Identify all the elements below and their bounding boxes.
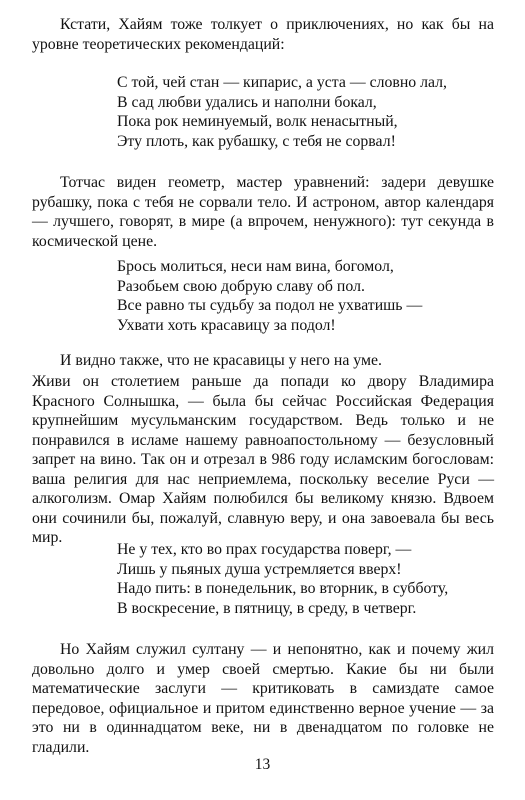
poem-line: Надо пить: в понедельник, во вторник, в субботу, (117, 580, 449, 597)
poem-line: Разобьем свою добрую славу об пол. (117, 277, 365, 295)
paragraph-sultan: Но Хайям служил султану — и непонятно, как и почему жил довольно долго и умер своей смертью. Какие бы ни были математические заслуги — критиковать в самиздате самое передовое, официальное и притом единственно верное учение — за это ни в одиннадцатом веке, ни в двенадцатом по головке не гладили. (32, 641, 494, 756)
poem-line: Эту плоть, как рубашку, с тебя не сорвал! (117, 132, 396, 150)
paragraph-vladimir: Живи он столетием раньше да попади ко двору Владимира Красного Солнышка, — была бы сейчас Российская Федерация крупнейшим мусульманским государством. Ведь только и не понравился в исламе нашему равноапостольному — безусловный запрет на вино. Так он и отрезал в 986 году исламским богословам: ваша религия для нас неприемлема, поскольку веселие Руси — алкоголизм. Омар Хайям полюбился бы великому князю. Вдвоем они сочинили бы, пожалуй, славную веру, и она завоевала бы весь мир. (32, 373, 494, 546)
poem-line: Ухвати хоть красавицу за подол! (117, 316, 336, 334)
poem-line: Не у тех, кто во прах государства поверг, — (117, 541, 412, 558)
poem-line: Все равно ты судьбу за подол не ухватишь — (117, 297, 423, 314)
poem-line: В сад любви удались и наполни бокал, (117, 93, 377, 111)
poem-line: Пока рок неминуемый, волк ненасытный, (117, 113, 398, 130)
quatrain-2 (117, 257, 422, 335)
poem-line: Лишь у пьяных душа устремляется вверх! (117, 560, 402, 578)
page-number: 13 (254, 756, 271, 773)
paragraph-intro: Кстати, Хайям тоже толкует о приключениях, но как бы на уровне теоретических рекомендаций: (32, 16, 494, 53)
paragraph-geometer: Тотчас виден геометр, мастер уравнений: задери девушке рубашку, пока с тебя не сорвали тело. И астроном, автор календаря — лучшего, говорят, в мире (а впрочем, ненужного): тут секунда в космической цене. (32, 174, 494, 250)
poem-line: С той, чей стан — кипарис, а уста — словно лал, (117, 74, 448, 91)
paragraph-beauties: И видно также, что не красавицы у него на уме. (60, 352, 382, 369)
quatrain-3 (117, 540, 448, 618)
quatrain-1 (117, 73, 447, 151)
poem-line: В воскресение, в пятницу, в среду, в четверг. (117, 599, 417, 617)
poem-line: Брось молиться, неси нам вина, богомол, (117, 258, 394, 275)
